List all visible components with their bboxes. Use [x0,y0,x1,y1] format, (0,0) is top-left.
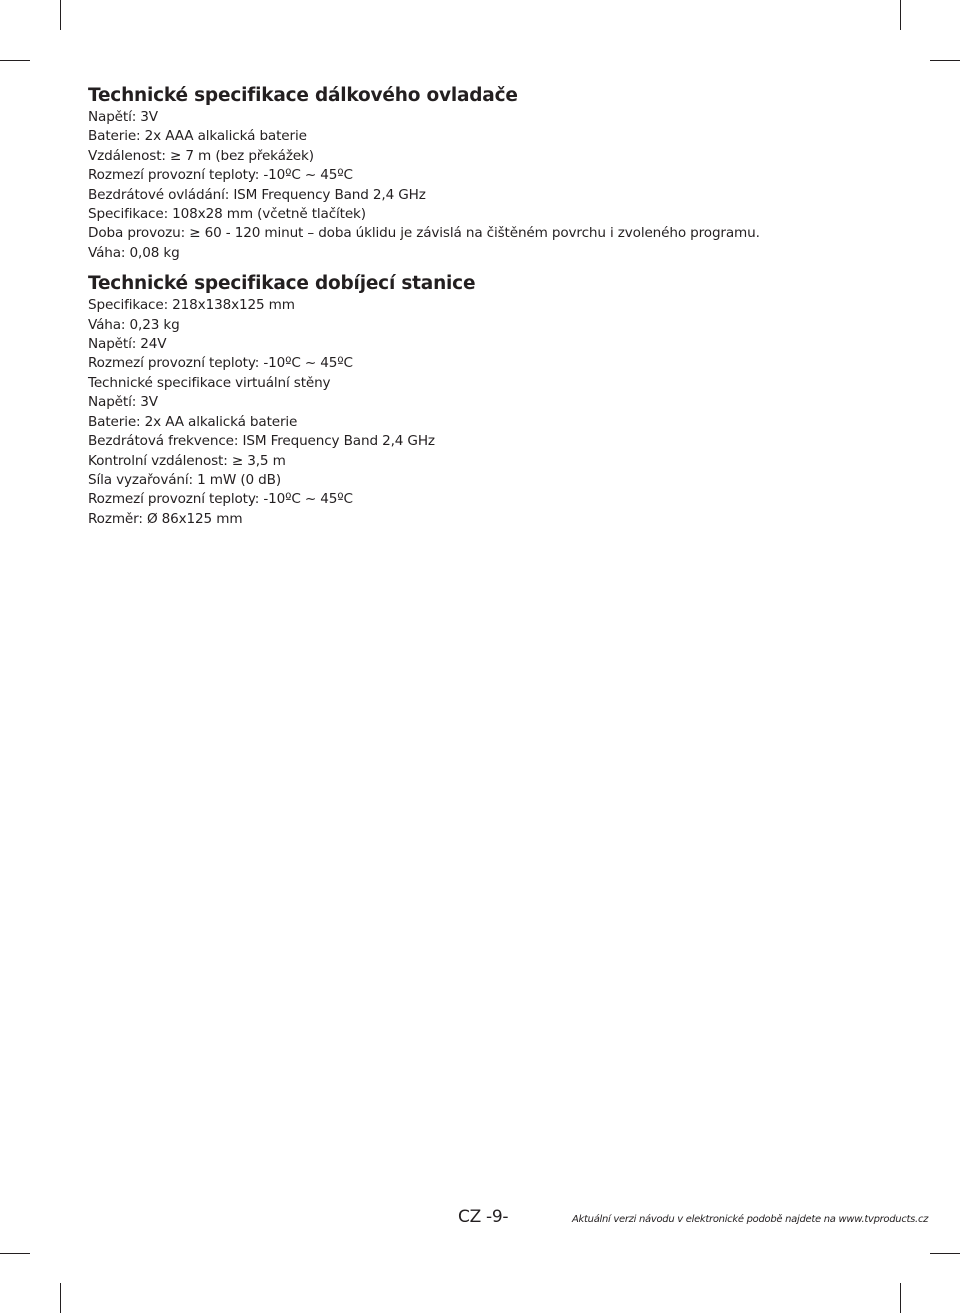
spec-line: Síla vyzařování: 1 mW (0 dB) [88,471,281,488]
spec-line: Baterie: 2x AA alkalická baterie [88,413,298,430]
crop-mark-right-bottom [930,1253,960,1254]
section-heading: Technické specifikace dálkového ovladače [88,85,518,106]
spec-line: Rozměr: Ø 86x125 mm [88,510,243,527]
crop-mark-bottom-left [60,1283,61,1313]
spec-line: Rozmezí provozní teploty: -10ºC ~ 45ºC [88,355,353,372]
crop-mark-bottom-right [900,1283,901,1313]
spec-line: Váha: 0,08 kg [88,244,180,261]
crop-mark-left-bottom [0,1253,30,1254]
spec-line: Rozmezí provozní teploty: -10ºC ~ 45ºC [88,491,353,508]
spec-line: Baterie: 2x AAA alkalická baterie [88,128,307,145]
spec-line: Kontrolní vzdálenost: ≥ 3,5 m [88,452,286,469]
spec-line: Specifikace: 218x138x125 mm [88,297,295,314]
spec-line: Napětí: 3V [88,394,158,411]
spec-line: Napětí: 3V [88,109,158,125]
spec-line: Specifikace: 108x28 mm (včetně tlačítek) [88,206,366,223]
spec-line: Napětí: 24V [88,336,167,353]
crop-mark-top-right [900,0,901,30]
charging-station-specs [88,272,888,529]
spec-content [88,84,888,529]
spec-line: Váha: 0,23 kg [88,316,180,333]
crop-mark-top-left [60,0,61,30]
spec-line: Rozmezí provozní teploty: -10ºC ~ 45ºC [88,167,353,184]
crop-mark-left-top [0,60,30,61]
spec-line: Vzdálenost: ≥ 7 m (bez překážek) [88,147,314,164]
footer-note: Aktuální verzi návodu v elektronické podobě najdete na www.tvproducts.cz [572,1214,929,1225]
spec-line: Bezdrátové ovládání: ISM Frequency Band 2,4 GHz [88,186,426,203]
remote-control-specs [88,84,888,263]
spec-line: Bezdrátová frekvence: ISM Frequency Band 2,4 GHz [88,433,435,450]
spec-line: Technické specifikace virtuální stěny [88,374,331,391]
crop-mark-right-top [930,60,960,61]
section-heading: Technické specifikace dobíjecí stanice [88,273,476,295]
page-number: CZ -9- [458,1207,509,1227]
spec-line: Doba provozu: ≥ 60 - 120 minut – doba úklidu je závislá na čištěném povrchu i zvoleného programu. [88,225,760,242]
